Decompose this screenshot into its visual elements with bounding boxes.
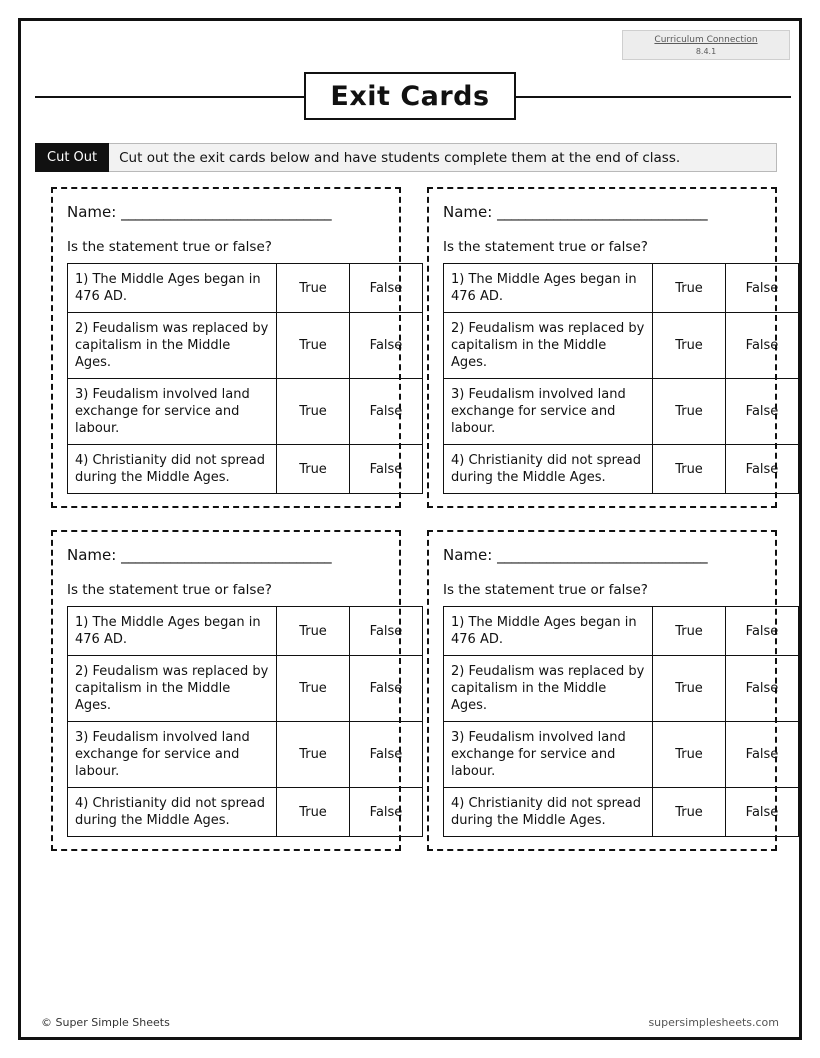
card-prompt: Is the statement true or false? (443, 239, 648, 255)
name-label: Name: (443, 203, 493, 221)
false-option[interactable]: False (350, 656, 423, 722)
statement-cell: 1) The Middle Ages began in 476 AD. (68, 264, 277, 313)
table-row (68, 379, 423, 445)
true-false-table (443, 263, 799, 494)
true-option[interactable]: True (277, 264, 350, 313)
true-option[interactable]: True (277, 379, 350, 445)
statement-cell: 4) Christianity did not spread during the Middle Ages. (444, 445, 653, 494)
false-option[interactable]: False (726, 445, 799, 494)
worksheet-page (18, 18, 802, 1040)
name-line (67, 546, 385, 564)
table-row (444, 379, 799, 445)
table-row (444, 722, 799, 788)
true-option[interactable]: True (653, 656, 726, 722)
statement-cell: 1) The Middle Ages began in 476 AD. (444, 607, 653, 656)
exit-card (427, 187, 777, 508)
false-option[interactable]: False (350, 379, 423, 445)
statement-cell: 4) Christianity did not spread during the Middle Ages. (444, 788, 653, 837)
false-option[interactable]: False (350, 788, 423, 837)
false-option[interactable]: False (726, 788, 799, 837)
table-row (444, 313, 799, 379)
instruction-text: Cut out the exit cards below and have students complete them at the end of class. (109, 143, 777, 172)
page-title: Exit Cards (330, 80, 490, 112)
statement-cell: 3) Feudalism involved land exchange for service and labour. (68, 722, 277, 788)
true-option[interactable]: True (277, 445, 350, 494)
name-line (67, 203, 385, 221)
curriculum-connection-code: 8.4.1 (695, 47, 717, 56)
true-option[interactable]: True (653, 313, 726, 379)
statement-cell: 3) Feudalism involved land exchange for service and labour. (68, 379, 277, 445)
statement-cell: 4) Christianity did not spread during the Middle Ages. (68, 788, 277, 837)
true-option[interactable]: True (277, 788, 350, 837)
true-option[interactable]: True (653, 722, 726, 788)
name-input-blank[interactable]: ______________________________ (121, 203, 332, 221)
card-prompt: Is the statement true or false? (67, 239, 272, 255)
table-row (68, 445, 423, 494)
true-option[interactable]: True (653, 607, 726, 656)
name-label: Name: (67, 546, 117, 564)
table-row (68, 313, 423, 379)
name-input-blank[interactable]: ______________________________ (497, 203, 708, 221)
statement-cell: 1) The Middle Ages began in 476 AD. (68, 607, 277, 656)
name-label: Name: (67, 203, 117, 221)
card-prompt: Is the statement true or false? (67, 582, 272, 598)
false-option[interactable]: False (726, 722, 799, 788)
false-option[interactable]: False (726, 264, 799, 313)
statement-cell: 2) Feudalism was replaced by capitalism in the Middle Ages. (444, 313, 653, 379)
table-row (444, 445, 799, 494)
name-input-blank[interactable]: ______________________________ (497, 546, 708, 564)
footer-copyright: © Super Simple Sheets (41, 1016, 170, 1029)
footer-website: supersimplesheets.com (648, 1016, 779, 1029)
instruction-tag: Cut Out (35, 143, 109, 172)
name-line (443, 546, 761, 564)
true-option[interactable]: True (277, 722, 350, 788)
page-title-box (304, 72, 516, 120)
statement-cell: 4) Christianity did not spread during the Middle Ages. (68, 445, 277, 494)
exit-cards-grid (51, 187, 777, 851)
exit-card (427, 530, 777, 851)
card-prompt: Is the statement true or false? (443, 582, 648, 598)
curriculum-connection-label: Curriculum Connection (654, 35, 758, 45)
name-input-blank[interactable]: ______________________________ (121, 546, 332, 564)
name-line (443, 203, 761, 221)
true-option[interactable]: True (653, 788, 726, 837)
table-row (68, 722, 423, 788)
true-option[interactable]: True (277, 656, 350, 722)
statement-cell: 2) Feudalism was replaced by capitalism in the Middle Ages. (68, 656, 277, 722)
false-option[interactable]: False (726, 656, 799, 722)
true-option[interactable]: True (653, 445, 726, 494)
true-option[interactable]: True (653, 379, 726, 445)
name-label: Name: (443, 546, 493, 564)
exit-card (51, 187, 401, 508)
table-row (444, 607, 799, 656)
curriculum-connection-badge (622, 30, 790, 60)
false-option[interactable]: False (726, 379, 799, 445)
exit-card (51, 530, 401, 851)
statement-cell: 3) Feudalism involved land exchange for service and labour. (444, 722, 653, 788)
table-row (444, 264, 799, 313)
statement-cell: 2) Feudalism was replaced by capitalism in the Middle Ages. (68, 313, 277, 379)
true-false-table (443, 606, 799, 837)
false-option[interactable]: False (350, 445, 423, 494)
table-row (68, 788, 423, 837)
statement-cell: 3) Feudalism involved land exchange for service and labour. (444, 379, 653, 445)
statement-cell: 2) Feudalism was replaced by capitalism in the Middle Ages. (444, 656, 653, 722)
instruction-bar (35, 143, 777, 172)
false-option[interactable]: False (350, 722, 423, 788)
false-option[interactable]: False (350, 313, 423, 379)
false-option[interactable]: False (350, 607, 423, 656)
false-option[interactable]: False (726, 607, 799, 656)
true-option[interactable]: True (653, 264, 726, 313)
true-option[interactable]: True (277, 607, 350, 656)
true-option[interactable]: True (277, 313, 350, 379)
table-row (444, 788, 799, 837)
true-false-table (67, 263, 423, 494)
table-row (68, 656, 423, 722)
table-row (68, 264, 423, 313)
false-option[interactable]: False (350, 264, 423, 313)
statement-cell: 1) The Middle Ages began in 476 AD. (444, 264, 653, 313)
table-row (68, 607, 423, 656)
false-option[interactable]: False (726, 313, 799, 379)
true-false-table (67, 606, 423, 837)
table-row (444, 656, 799, 722)
